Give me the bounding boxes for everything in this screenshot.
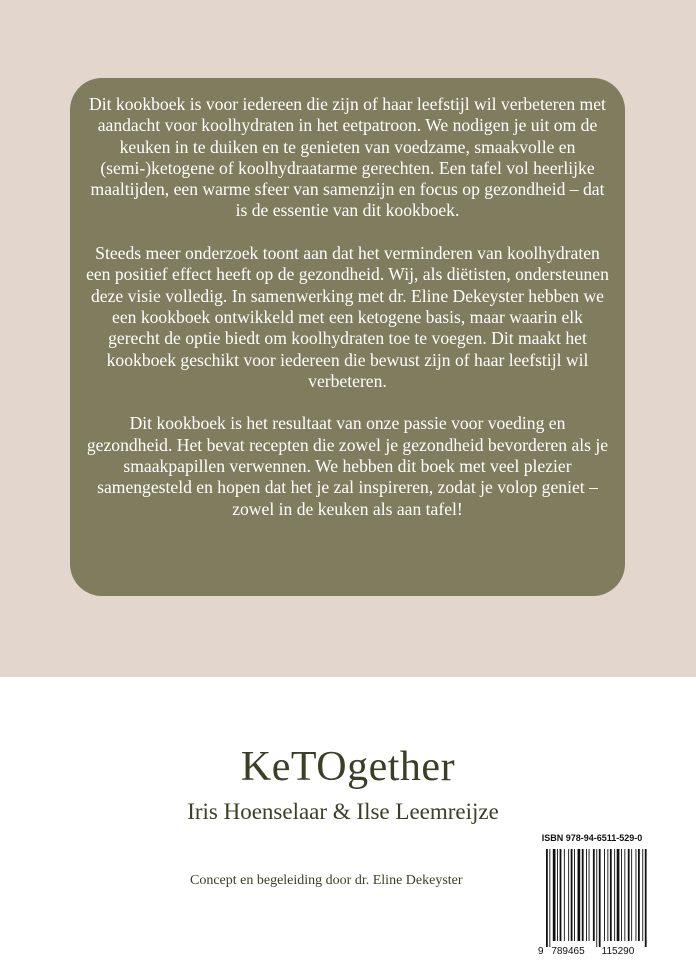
- barcode-bar: [574, 849, 575, 941]
- barcode-bar: [568, 849, 569, 941]
- barcode-digits-left: 789465: [551, 946, 585, 957]
- barcode-digit-first: 9: [538, 946, 544, 957]
- barcode-bar: [549, 849, 550, 947]
- barcode-bar: [582, 849, 584, 941]
- barcode-bar: [593, 849, 595, 941]
- book-authors: Iris Hoenselaar & Ilse Leemreijze: [187, 799, 499, 824]
- barcode-bar: [621, 849, 622, 941]
- blurb-text: [86, 94, 609, 520]
- barcode-bar: [596, 849, 597, 947]
- isbn-label: ISBN 978-94-6511-529-0: [541, 833, 643, 843]
- barcode-bar: [571, 849, 573, 941]
- barcode-bar: [636, 849, 637, 941]
- barcode-bar: [560, 849, 562, 941]
- isbn-barcode: [536, 847, 648, 957]
- barcode-bar: [557, 849, 558, 941]
- blurb-paragraph-1: Dit kookboek is voor iedereen die zijn of haar leefstijl wil verbeteren met aandacht voor koolhydraten in het eetpatroon. We nodigen je uit om de keuken in te duiken en te genieten van voedzame, smaakvolle en (semi-)ketogene of koolhydraatarme gerechten. Een tafel vol heerlijke maaltijden, een warme sfeer van samenzijn en focus op gezondheid – dat is de essentie van dit kookboek.: [89, 94, 606, 221]
- barcode-bar: [624, 849, 625, 941]
- barcode-bar: [599, 849, 601, 947]
- book-concept-credit: Concept en begeleiding door dr. Eline Dekeyster: [190, 873, 463, 888]
- barcode-bar: [638, 849, 640, 941]
- barcode-bar: [628, 849, 630, 941]
- blurb-paragraph-3: Dit kookboek is het resultaat van onze passie voor voeding en gezondheid. Het bevat recepten die zowel je gezondheid bevorderen als je smaakpapillen verwennen. We hebben dit boek met veel plezier samengesteld en hopen dat het je zal inspireren, zodat je volop geniet – zowel in de keuken als aan tafel!: [86, 413, 609, 519]
- book-title: KeTOgether: [240, 744, 456, 790]
- barcode-bar: [642, 849, 643, 941]
- barcode-bar: [564, 849, 565, 941]
- barcode-digits-right: 115290: [601, 946, 635, 957]
- barcode-bar: [610, 849, 612, 941]
- barcode-bar: [617, 849, 620, 941]
- barcode-bar: [604, 849, 605, 941]
- barcode-bar: [607, 849, 608, 941]
- barcode-bar: [578, 849, 581, 941]
- barcode-bar: [586, 849, 587, 941]
- barcode-bar: [645, 849, 647, 947]
- barcode-bar: [631, 849, 632, 941]
- barcode-bar: [553, 849, 556, 941]
- barcode-bar: [546, 849, 548, 947]
- blurb-paragraph-2: Steeds meer onderzoek toont aan dat het verminderen van koolhydraten een positief effect heeft op de gezondheid. Wij, als diëtisten, ondersteunen deze visie volledig. In samenwerking met dr. Eline Dekeyster hebben we een kookboek ontwikkeld met een ketogene basis, maar waarin elk gerecht de optie biedt om koolhydraten toe te voegen. Dit maakt het kookboek geschikt voor iedereen die bewust zijn of haar leefstijl wil verbeteren.: [86, 243, 609, 391]
- barcode-bar: [589, 849, 590, 941]
- barcode-bar: [614, 849, 615, 941]
